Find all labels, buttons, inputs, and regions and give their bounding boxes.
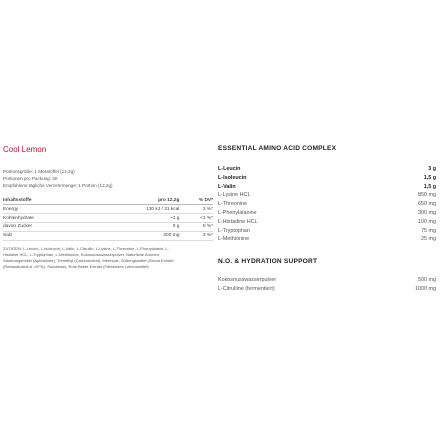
item-amount: 100 mg [418, 218, 436, 225]
item-amount: 300 mg [418, 209, 436, 216]
list-item [218, 191, 436, 200]
row-value: 0 g [133, 222, 179, 231]
list-item [218, 285, 436, 294]
table-row [3, 222, 213, 231]
serving-info [3, 168, 213, 190]
ingredients-line: Histidine HCL, L-Tryptophan, L-Methionine, Kokosnusswasserpulver, Natürliche Aromen, [3, 251, 161, 257]
recommended-intake: Empfohlene tägliche Verzehrmenge: 1 Portion (12,2g) [3, 183, 113, 189]
item-amount: 3 g [428, 166, 436, 172]
item-name: L-Histadine HCL [218, 218, 258, 225]
list-item [218, 235, 436, 244]
list-item [218, 174, 436, 183]
ingredients-line: Säuerungsmittel (Apfelsäure), Trimethyl (Calciumcitrat), Meersalz, Süßungsmittel (Stevia Extrakt [3, 258, 174, 264]
list-item [218, 218, 436, 227]
item-name: L-Tryptophan [218, 227, 250, 234]
flavor-title: Cool Lemon [3, 145, 47, 154]
list-item [218, 276, 436, 285]
amino-section-title: ESSENTIAL AMINO ACID COMPLEX [218, 145, 337, 152]
row-dv: 0 %* [179, 222, 213, 231]
item-name: L-Valin [218, 183, 236, 190]
row-value: 130 kJ / 31 kcal [133, 205, 179, 214]
amino-list [218, 165, 436, 244]
amino-column [218, 145, 437, 294]
item-amount: 500 mg [418, 277, 436, 284]
header-dv: % DV* [179, 197, 213, 205]
item-name: Kokosnusswasserpulver [218, 277, 277, 284]
item-amount: 1,5 g [423, 174, 436, 181]
item-name: L-Isoleucin [218, 174, 247, 181]
nutrition-table [3, 197, 213, 241]
item-amount: 850 mg [418, 192, 436, 199]
ingredients-line: (Rebaudioside A >97%), Sucralose), Rote Beete Extrakt (Färbendes Lebensmittel) [3, 264, 149, 270]
list-item [218, 183, 436, 192]
item-name: L-Phenylalanine [218, 209, 257, 216]
list-item [218, 165, 436, 174]
list-item [218, 200, 436, 209]
list-item [218, 209, 436, 218]
table-row [3, 205, 213, 214]
hydration-list [218, 276, 436, 294]
row-label: Salz [3, 231, 133, 240]
row-label: Kohlenhydrate [3, 214, 133, 223]
row-dv: 3 %* [179, 231, 213, 240]
item-amount: 75 mg [421, 227, 436, 234]
item-name: L-Threonine [218, 201, 248, 208]
row-label: Energy [3, 205, 133, 214]
ingredients-text [3, 246, 213, 271]
row-dv: 2 %* [179, 205, 213, 214]
table-row [3, 231, 213, 240]
item-name: L-Methionine [218, 236, 250, 243]
servings-per-pack: Portionen pro Packung: 30 [3, 176, 58, 182]
item-name: L-Citrulline (fermentiert) [218, 285, 275, 292]
row-label: davon Zucker [3, 222, 133, 231]
item-amount: 1000 mg [415, 285, 436, 292]
table-header-row [3, 197, 213, 205]
serving-size: Portionsgröße: 1 Messlöffel (12,2g) [3, 169, 75, 174]
nutrition-column [3, 145, 213, 271]
item-amount: 25 mg [421, 236, 436, 243]
row-value: 200 mg [133, 231, 179, 240]
header-per-serving: pro 12,2g [133, 197, 179, 205]
hydration-section-title: N.O. & HYDRATION SUPPORT [218, 258, 318, 266]
item-amount: 650 mg [418, 201, 436, 208]
ingredients-line: ZUTATEN: L-Leucin, L-Isoleucin, L-Valin, L-Citrullin, L-Lysine, L-Threonine, L-Phenylalanin, L- [3, 245, 169, 251]
list-item [218, 227, 436, 236]
row-dv: <1 %* [179, 214, 213, 223]
item-name: L-Leucin [218, 166, 241, 172]
table-row [3, 214, 213, 223]
row-value: ~1 g [133, 214, 179, 223]
item-amount: 1,5 g [423, 183, 436, 190]
item-name: L-Lysine HCL [218, 192, 251, 199]
header-ingredients: Inhaltsstoffe [3, 197, 133, 205]
